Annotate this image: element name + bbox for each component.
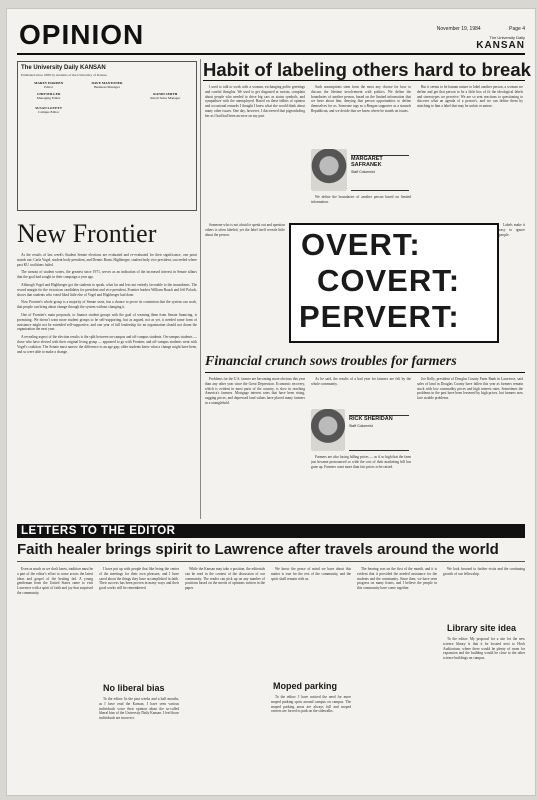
finance-body-right: Joe Kelly, president of Douglas County Farm Bank in Lawrence, said sales of land in Douglas County have fallen this year as farmers remain stuck with low commodity prices and high interest rates. Sometimes the problems in the past have been lessened by high prices, but farmers now face sizable problems. [417, 377, 523, 401]
staff-entry [79, 92, 134, 100]
column-divider [200, 59, 201, 519]
frontier-paragraph: The turnout of student voters, the greatest since 1971, serves as an indication of the increased interest in Senate affairs that the goal had sought in their campaign a year ago. [17, 270, 197, 280]
library-site-body: To the editor: My proposal for a site for the new science library is that it be located next to Hoch Auditorium, where there would be plenty of room for expansion and the building would be close to the other science buildings on campus. [443, 637, 525, 661]
frontier-paragraph: Now Frontier's whole group is a majority of Senate seats, has a chance to prove its contention that the system can work, that people can bring about change through the system without changing it. [17, 300, 197, 310]
staff-title: The University Daily KANSAN [21, 65, 106, 71]
frontier-paragraph: As the results of last week's Student Senate elections are evaluated and re-evaluated for their significance, one point stands out: Carla Vogel, student body president, and Dennis Brant, Highberger, student body vice president, succeeded where past KU coalitions failed. [17, 253, 197, 267]
byline-name: RICK SHERIDAN [349, 416, 393, 422]
letters-section-bar: LETTERS TO THE EDITOR [17, 524, 525, 538]
letter-col-6: We look forward to further visits and the continuing growth of our fellowship. [443, 567, 525, 576]
staff-subtitle: Published since 1889 by students of the University of Kansas [21, 73, 107, 77]
issue-date: November 19, 1984 [436, 26, 481, 32]
columnist-portrait [311, 149, 347, 191]
page-number: Page 4 [509, 26, 525, 32]
finance-headline: Financial crunch sows troubles for farmers [205, 354, 457, 369]
staff-entry: MAREY HARDEN Editor [34, 81, 64, 89]
byline-name: MARGARET SAFRANEK [351, 156, 383, 168]
finance-body-mid-top: As he said, the results of a bad year for farmers are felt by the whole community. [311, 377, 411, 386]
habit-body-lower-right: Labels make it easy to ignore people. [499, 223, 525, 237]
headline-rule [205, 372, 525, 373]
letter-col-4: We know the peace of mind we have about this matter is true for the rest of the community, and the spirit shall remain with us. [271, 567, 351, 581]
staff-entry: RANDI SMITH Retail Sales Manager [150, 92, 181, 100]
overt-word: OVERT: [301, 227, 421, 262]
staff-box [17, 61, 197, 211]
masthead [17, 15, 525, 55]
letter-col-5: The hearing was on the first of the month, and it is evident that it provided the needed assistance for the students and the community. Since then, we have seen progress on many fronts, and I believe the people in this community have come together. [357, 567, 437, 591]
headline-rule [203, 80, 525, 81]
letters-headline: Faith healer brings spirit to Lawrence after travels around the world [17, 541, 499, 558]
frontier-headline: New Frontier [17, 219, 157, 248]
no-liberal-bias-body: To the editor: In the past weeks and a half months, as I have read the Kansan, I have seen various individuals voice their opinion about the so-called liberal bias of the University Daily Kansan. I feel those individuals are incorrect. [99, 697, 179, 721]
section-title: OPINION [19, 19, 145, 50]
no-liberal-bias-heading: No liberal bias [103, 683, 165, 693]
columnist-portrait [311, 409, 345, 451]
staff-entry [79, 106, 134, 114]
habit-body-mid-cont: We define the boundaries of another person based on limited information. [311, 195, 411, 204]
masthead-rule [17, 53, 525, 55]
masthead-right [325, 17, 525, 51]
staff-entry: SUSAN LOVETT Campus Editor [35, 106, 63, 114]
habit-headline: Habit of labeling others hard to break [203, 59, 531, 80]
headline-rule [17, 561, 525, 562]
letter-col-3: While the Kansan may take a position, the editorials can be read in the context of the discussion of our community. The reader can pick up on any number of positions based on the merits of opinions written in the paper. [185, 567, 265, 591]
habit-byline [351, 155, 409, 191]
library-site-heading: Library site idea [447, 623, 517, 633]
newspaper-page [6, 8, 536, 796]
frontier-paragraph: One of Frontier's main proposals, to finance student groups with the goal of weaning them from Senate financing, is promising. We doesn't want more student groups to be self-supporting, but as argued, not as yet, it needed some form of assistance might not be extended self-supportive, and one year of full leadership for an organization should not doom the organization the next year. [17, 312, 197, 332]
habit-body-left: I used to talk to work with a woman, exchanging polite greetings and careful thoughts. We used to get disgusted at racism, complain about people who needed to drive big cars as status symbols, and sympathize with the unemployed. Based on these tidbits of opinion and occasional remarks I thought I knew what she would think about many other issues. One day, however, I discovered that pigeonholing her as I had had been an error on my part. [205, 85, 305, 118]
finance-body-mid: Farmers are also facing falling prices — as if so high that the farm just became pronounced so wide the cost of their marketing bill has gone up. Farmers want more than fair prices to be raised. [311, 455, 411, 469]
staff-entry: DAVE MANTONER Business Manager [91, 81, 123, 89]
habit-body-mid: Such assumptions stem from the most any choose for how to discuss the lifetime involvement with politics. We define the boundaries of another person, based on the limited information that we have about him, denying that person opportunities to define themselves for us. Someone tags as a Reagan supporter as a staunch Republican, and we decide that we know where he stands on issues. [311, 85, 411, 113]
letter-col-1: Even as much as we don't know, tradition must be a part of the editor's effort to come across the latest ideas and gospel of the healing fad. A young gentleman from the United States came to visit Lawrence with a spirit of faith and joy that surprised the community. [17, 567, 93, 595]
moped-parking-heading: Moped parking [273, 681, 338, 691]
finance-byline [349, 415, 409, 451]
staff-entry: CHIP MILLER Managing Editor [36, 92, 61, 100]
paper-name: KANSAN [476, 40, 525, 51]
byline-role: Staff Columnist [351, 170, 375, 174]
habit-body-right: But it seems to be human nature to label another person, a woman we define and get that person to be a little box of fit the ideological labels and stereotypes we perceive. We are so sent reactions to questioning to discover what an agenda of a person's, and we can define them by attaching to him a label that may be unfair or untrue. [417, 85, 523, 109]
byline-role: Staff Columnist [349, 424, 373, 428]
staff-entry [138, 106, 193, 114]
staff-entry [138, 81, 193, 89]
letter-col-2: I have put up with people that like being the center of the meetings for their own pleasure, and I have cared about the things they have accomplished in faith. Their success has been proven in many ways and their good works will be remembered. [99, 567, 179, 591]
overt-covert-pervert-graphic [289, 223, 499, 343]
staff-grid [21, 81, 193, 114]
covert-word: COVERT: [317, 263, 461, 298]
frontier-paragraph: Although Vogel and Highberger got the students to speak, what far and less not entirely favorable to the incumbents. The record margin for the victorious candidates for president and vice president, Frontier leaders William Rauch and Jeff Polack, shows that students who voted liked little else of Vogel and Highberger had done. [17, 282, 197, 297]
paper-small-name: The University Daily [489, 35, 525, 40]
habit-body-lower: Someone who is not afraid to speak out and question others is often labeled, yet the label itself reveals little about the person. [205, 223, 285, 237]
finance-body-left: Problems for the U.S. farmer are becoming more obvious this year than any other year since the Great Depression. Economic recovery, which is evident in most parts of the country, is slow in reaching America's farmers. Mortgage interest rates that have been rising, sagging prices, and depressed land values have placed many farmers in a stranglehold. [205, 377, 305, 405]
moped-parking-body: To the editor: I have noticed the need for more moped parking spots around campus on campus. The moped parking areas are always full and moped owners are forced to park on the sidewalks. [271, 695, 351, 714]
frontier-body [17, 253, 197, 517]
pervert-word: PERVERT: [299, 299, 460, 334]
frontier-paragraph: A revealing aspect of the election results is the split between on-campus and off-campus students. On-campus students — those who have elected with their original living group — appeared to go with Frontier, and off-campus students went with Vogel's coalition. The Senate must narrow the difference to an age gap; older students knew what a change might have been, and so were able to make a change. [17, 335, 197, 354]
